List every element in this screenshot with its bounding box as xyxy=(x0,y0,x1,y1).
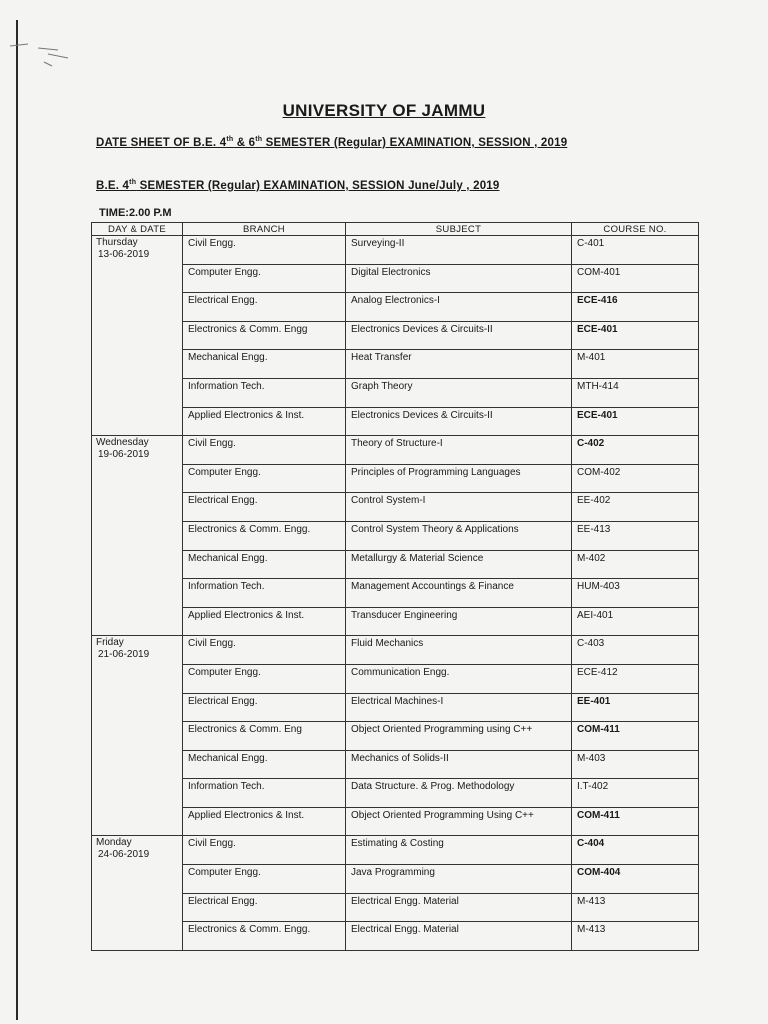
day-date-cell xyxy=(92,236,183,436)
table-row xyxy=(92,664,699,693)
table-row xyxy=(92,893,699,922)
course-cell: HUM-403 xyxy=(572,579,699,608)
branch-cell: Computer Engg. xyxy=(183,865,346,894)
day-name: Thursday xyxy=(96,237,138,248)
exam-time: TIME:2.00 P.M xyxy=(99,207,172,219)
branch-cell: Civil Engg. xyxy=(183,636,346,665)
branch-cell: Computer Engg. xyxy=(183,664,346,693)
table-row xyxy=(92,378,699,407)
subject-cell: Estimating & Costing xyxy=(346,836,572,865)
table-row xyxy=(92,236,699,265)
course-cell: EE-401 xyxy=(572,693,699,722)
table-row xyxy=(92,750,699,779)
subject-cell: Electrical Engg. Material xyxy=(346,893,572,922)
subject-cell: Transducer Engineering xyxy=(346,607,572,636)
branch-cell: Information Tech. xyxy=(183,378,346,407)
subject-cell: Mechanics of Solids-II xyxy=(346,750,572,779)
subject-cell: Object Oriented Programming using C++ xyxy=(346,722,572,751)
branch-cell: Applied Electronics & Inst. xyxy=(183,407,346,436)
subject-cell: Metallurgy & Material Science xyxy=(346,550,572,579)
course-cell: EE-413 xyxy=(572,521,699,550)
course-cell: ECE-401 xyxy=(572,321,699,350)
branch-cell: Civil Engg. xyxy=(183,436,346,465)
subject-cell: Electronics Devices & Circuits-II xyxy=(346,321,572,350)
table-row xyxy=(92,779,699,808)
subject-cell: Principles of Programming Languages xyxy=(346,464,572,493)
subject-cell: Control System-I xyxy=(346,493,572,522)
table-row xyxy=(92,321,699,350)
datesheet-table xyxy=(91,222,699,951)
course-cell: ECE-412 xyxy=(572,664,699,693)
day-date-cell xyxy=(92,836,183,950)
course-cell: MTH-414 xyxy=(572,378,699,407)
table-row xyxy=(92,464,699,493)
subject-cell: Electrical Machines-I xyxy=(346,693,572,722)
table-row xyxy=(92,807,699,836)
datesheet-heading: DATE SHEET OF B.E. 4th & 6th SEMESTER (Regular) EXAMINATION, SESSION , 2019 xyxy=(96,136,568,149)
table-row xyxy=(92,607,699,636)
subject-cell: Theory of Structure-I xyxy=(346,436,572,465)
course-cell: C-402 xyxy=(572,436,699,465)
exam-date: 13-06-2019 xyxy=(98,249,150,260)
course-cell: COM-402 xyxy=(572,464,699,493)
subject-cell: Control System Theory & Applications xyxy=(346,521,572,550)
branch-cell: Electronics & Comm. Eng xyxy=(183,722,346,751)
subject-cell: Surveying-II xyxy=(346,236,572,265)
subject-cell: Data Structure. & Prog. Methodology xyxy=(346,779,572,808)
column-header: BRANCH xyxy=(183,223,346,236)
table-row xyxy=(92,722,699,751)
branch-cell: Computer Engg. xyxy=(183,464,346,493)
page-title: UNIVERSITY OF JAMMU xyxy=(282,101,486,120)
branch-cell: Electronics & Comm. Engg. xyxy=(183,922,346,951)
branch-cell: Mechanical Engg. xyxy=(183,350,346,379)
course-cell: M-413 xyxy=(572,922,699,951)
course-cell: C-401 xyxy=(572,236,699,265)
subject-cell: Analog Electronics-I xyxy=(346,293,572,322)
table-row xyxy=(92,407,699,436)
subject-cell: Electrical Engg. Material xyxy=(346,922,572,951)
branch-cell: Electrical Engg. xyxy=(183,893,346,922)
course-cell: M-413 xyxy=(572,893,699,922)
scan-margin-line xyxy=(16,20,18,1020)
subject-cell: Object Oriented Programming Using C++ xyxy=(346,807,572,836)
branch-cell: Mechanical Engg. xyxy=(183,550,346,579)
table-row xyxy=(92,264,699,293)
subject-cell: Communication Engg. xyxy=(346,664,572,693)
branch-cell: Civil Engg. xyxy=(183,836,346,865)
subject-cell: Java Programming xyxy=(346,865,572,894)
table-row xyxy=(92,521,699,550)
table-row xyxy=(92,579,699,608)
column-header: DAY & DATE xyxy=(92,223,183,236)
branch-cell: Electronics & Comm. Engg xyxy=(183,321,346,350)
table-row xyxy=(92,865,699,894)
column-header: SUBJECT xyxy=(346,223,572,236)
day-date-cell xyxy=(92,636,183,836)
table-row xyxy=(92,436,699,465)
table-row xyxy=(92,493,699,522)
course-cell: M-401 xyxy=(572,350,699,379)
day-name: Friday xyxy=(96,637,124,649)
course-cell: AEI-401 xyxy=(572,607,699,636)
subject-cell: Management Accountings & Finance xyxy=(346,579,572,608)
exam-date: 19-06-2019 xyxy=(98,449,150,461)
table-row xyxy=(92,350,699,379)
course-cell: COM-404 xyxy=(572,865,699,894)
exam-date: 21-06-2019 xyxy=(98,649,150,661)
course-cell: COM-401 xyxy=(572,264,699,293)
course-cell: COM-411 xyxy=(572,807,699,836)
subject-cell: Graph Theory xyxy=(346,378,572,407)
course-cell: C-404 xyxy=(572,836,699,865)
table-row xyxy=(92,293,699,322)
course-cell: EE-402 xyxy=(572,493,699,522)
course-cell: I.T-402 xyxy=(572,779,699,808)
branch-cell: Civil Engg. xyxy=(183,236,346,265)
branch-cell: Information Tech. xyxy=(183,579,346,608)
course-cell: ECE-416 xyxy=(572,293,699,322)
table-header-row xyxy=(92,223,699,236)
column-header: COURSE NO. xyxy=(572,223,699,236)
course-cell: ECE-401 xyxy=(572,407,699,436)
exam-date: 24-06-2019 xyxy=(98,849,150,861)
branch-cell: Electrical Engg. xyxy=(183,693,346,722)
course-cell: COM-411 xyxy=(572,722,699,751)
branch-cell: Electrical Engg. xyxy=(183,493,346,522)
day-date-cell xyxy=(92,436,183,636)
table-body xyxy=(92,236,699,951)
scan-artifact-icon xyxy=(8,40,88,70)
subject-cell: Heat Transfer xyxy=(346,350,572,379)
day-name: Monday xyxy=(96,837,132,849)
table-row xyxy=(92,636,699,665)
course-cell: M-403 xyxy=(572,750,699,779)
semester-heading: B.E. 4th SEMESTER (Regular) EXAMINATION, SESSION June/July , 2019 xyxy=(96,179,500,192)
branch-cell: Applied Electronics & Inst. xyxy=(183,807,346,836)
subject-cell: Digital Electronics xyxy=(346,264,572,293)
branch-cell: Computer Engg. xyxy=(183,264,346,293)
table-row xyxy=(92,693,699,722)
table-row xyxy=(92,836,699,865)
table-row xyxy=(92,550,699,579)
branch-cell: Mechanical Engg. xyxy=(183,750,346,779)
branch-cell: Applied Electronics & Inst. xyxy=(183,607,346,636)
subject-cell: Electronics Devices & Circuits-II xyxy=(346,407,572,436)
day-name: Wednesday xyxy=(96,437,149,449)
branch-cell: Electronics & Comm. Engg. xyxy=(183,521,346,550)
course-cell: C-403 xyxy=(572,636,699,665)
branch-cell: Electrical Engg. xyxy=(183,293,346,322)
branch-cell: Information Tech. xyxy=(183,779,346,808)
table-row xyxy=(92,922,699,951)
subject-cell: Fluid Mechanics xyxy=(346,636,572,665)
course-cell: M-402 xyxy=(572,550,699,579)
